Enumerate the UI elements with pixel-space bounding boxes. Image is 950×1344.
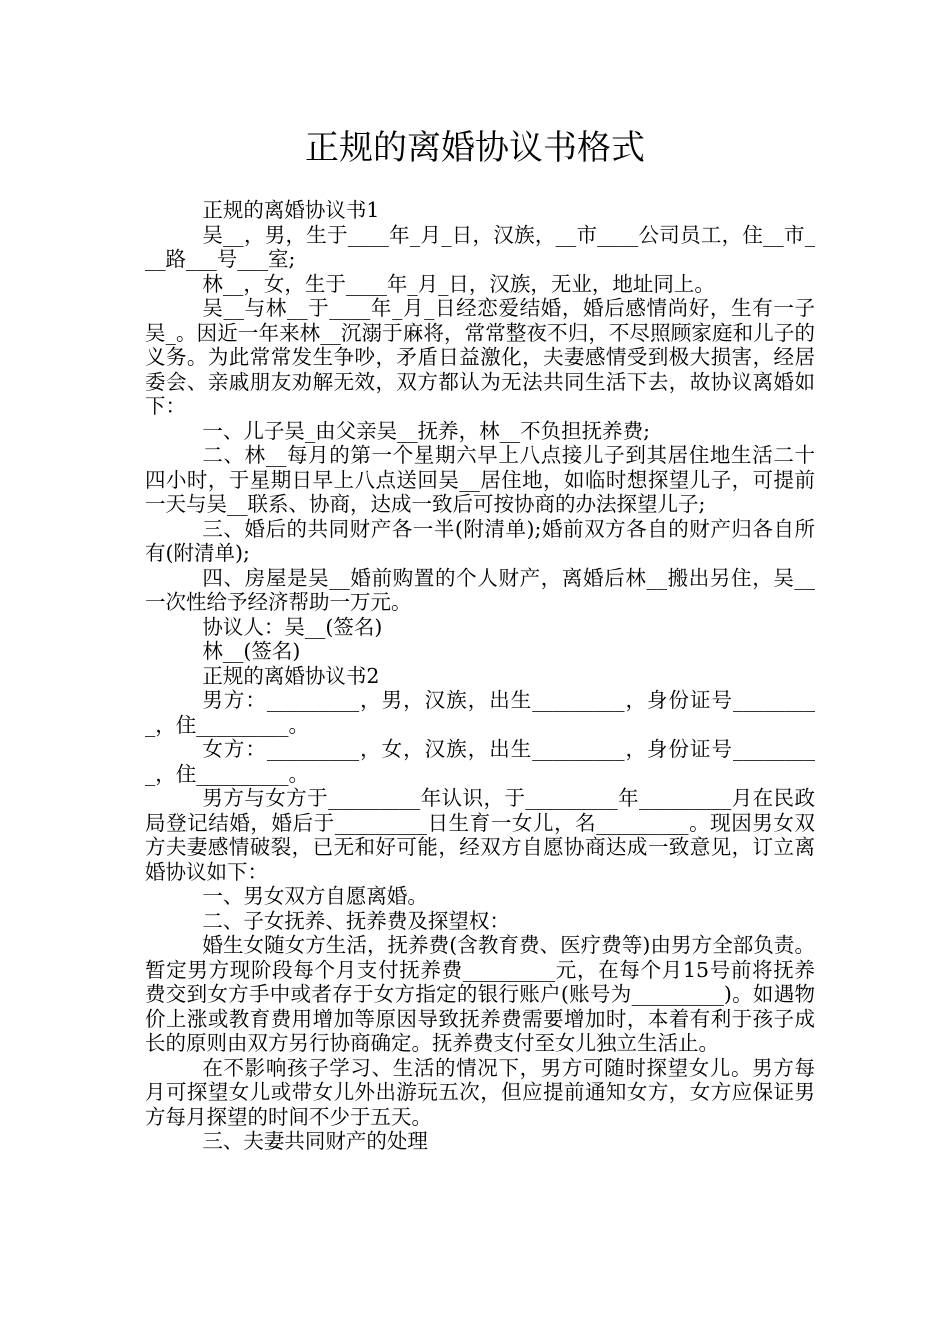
paragraph-male-party: 男方：_________，男，汉族，出生_________，身份证号_________，住_________。 <box>145 688 815 737</box>
paragraph-party-wu: 吴__，男，生于____年_月_日，汉族，__市____公司员工，住__市___路___号___室; <box>145 222 815 271</box>
paragraph-item-2: 二、子女抚养、抚养费及探望权： <box>202 908 510 933</box>
paragraph-clause-2: 二、林__每月的第一个星期六早上八点接儿子到其居住地生活二十四小时，于星期日早上八点送回吴__居住地，如临时想探望儿子，可提前一天与吴__联系、协商，达成一致后可按协商的办法探望儿子; <box>145 443 815 516</box>
paragraph-female-party: 女方：_________，女，汉族，出生_________，身份证号_________，住_________。 <box>145 737 815 786</box>
paragraph-party-lin: 林__，女，生于____年_月_日，汉族，无业，地址同上。 <box>202 271 715 296</box>
paragraph-clause-3: 三、婚后的共同财产各一半(附清单);婚前双方各自的财产归各自所有(附清单); <box>145 516 815 565</box>
paragraph-clause-1: 一、儿子吴_由父亲吴__抚养，林__不负担抚养费; <box>202 418 651 443</box>
paragraph-section-heading-1: 正规的离婚协议书1 <box>202 198 380 222</box>
paragraph-marriage-info: 男方与女方于_________年认识，于_________年_________月在民政局登记结婚，婚后于_________日生育一女儿，名_________。现因男女双方夫妻感情破裂，已无和好可能，经双方自愿协商达成一致意见，订立离婚协议如下： <box>145 786 815 884</box>
paragraph-signature-lin: 林__(签名) <box>202 639 301 663</box>
paragraph-signature-wu: 协议人：吴__(签名) <box>202 614 383 639</box>
paragraph-child-support: 婚生女随女方生活，抚养费(含教育费、医疗费等)由男方全部负责。暂定男方现阶段每个月支付抚养费_________元，在每个月15号前将抚养费交到女方手中或者存于女方指定的银行账户(账号为_________)。如遇物价上涨或教育费用增加等原因导致抚养费需要增加时，本着有利于孩子成长的原则由双方另行协商确定。抚养费支付至女儿独立生活止。 <box>145 933 815 1055</box>
paragraph-item-1: 一、男女双方自愿离婚。 <box>202 884 428 908</box>
paragraph-clause-4: 四、房屋是吴__婚前购置的个人财产，离婚后林__搬出另住，吴__一次性给予经济帮助一万元。 <box>145 565 815 614</box>
page-title: 正规的离婚协议书格式 <box>305 128 645 168</box>
paragraph-background: 吴__与林__于____年_月_日经恋爱结婚，婚后感情尚好，生有一子吴_。因近一年来林__沉溺于麻将，常常整夜不归，不尽照顾家庭和儿子的义务。为此常常发生争吵，矛盾日益激化，夫妻感情受到极大损害，经居委会、亲戚朋友劝解无效，双方都认为无法共同生活下去，故协议离婚如下： <box>145 296 815 418</box>
document-body <box>145 198 815 1154</box>
paragraph-section-heading-2: 正规的离婚协议书2 <box>202 663 380 688</box>
paragraph-item-3: 三、夫妻共同财产的处理 <box>202 1129 428 1153</box>
paragraph-visitation: 在不影响孩子学习、生活的情况下，男方可随时探望女儿。男方每月可探望女儿或带女儿外出游玩五次，但应提前通知女方，女方应保证男方每月探望的时间不少于五天。 <box>145 1055 815 1129</box>
